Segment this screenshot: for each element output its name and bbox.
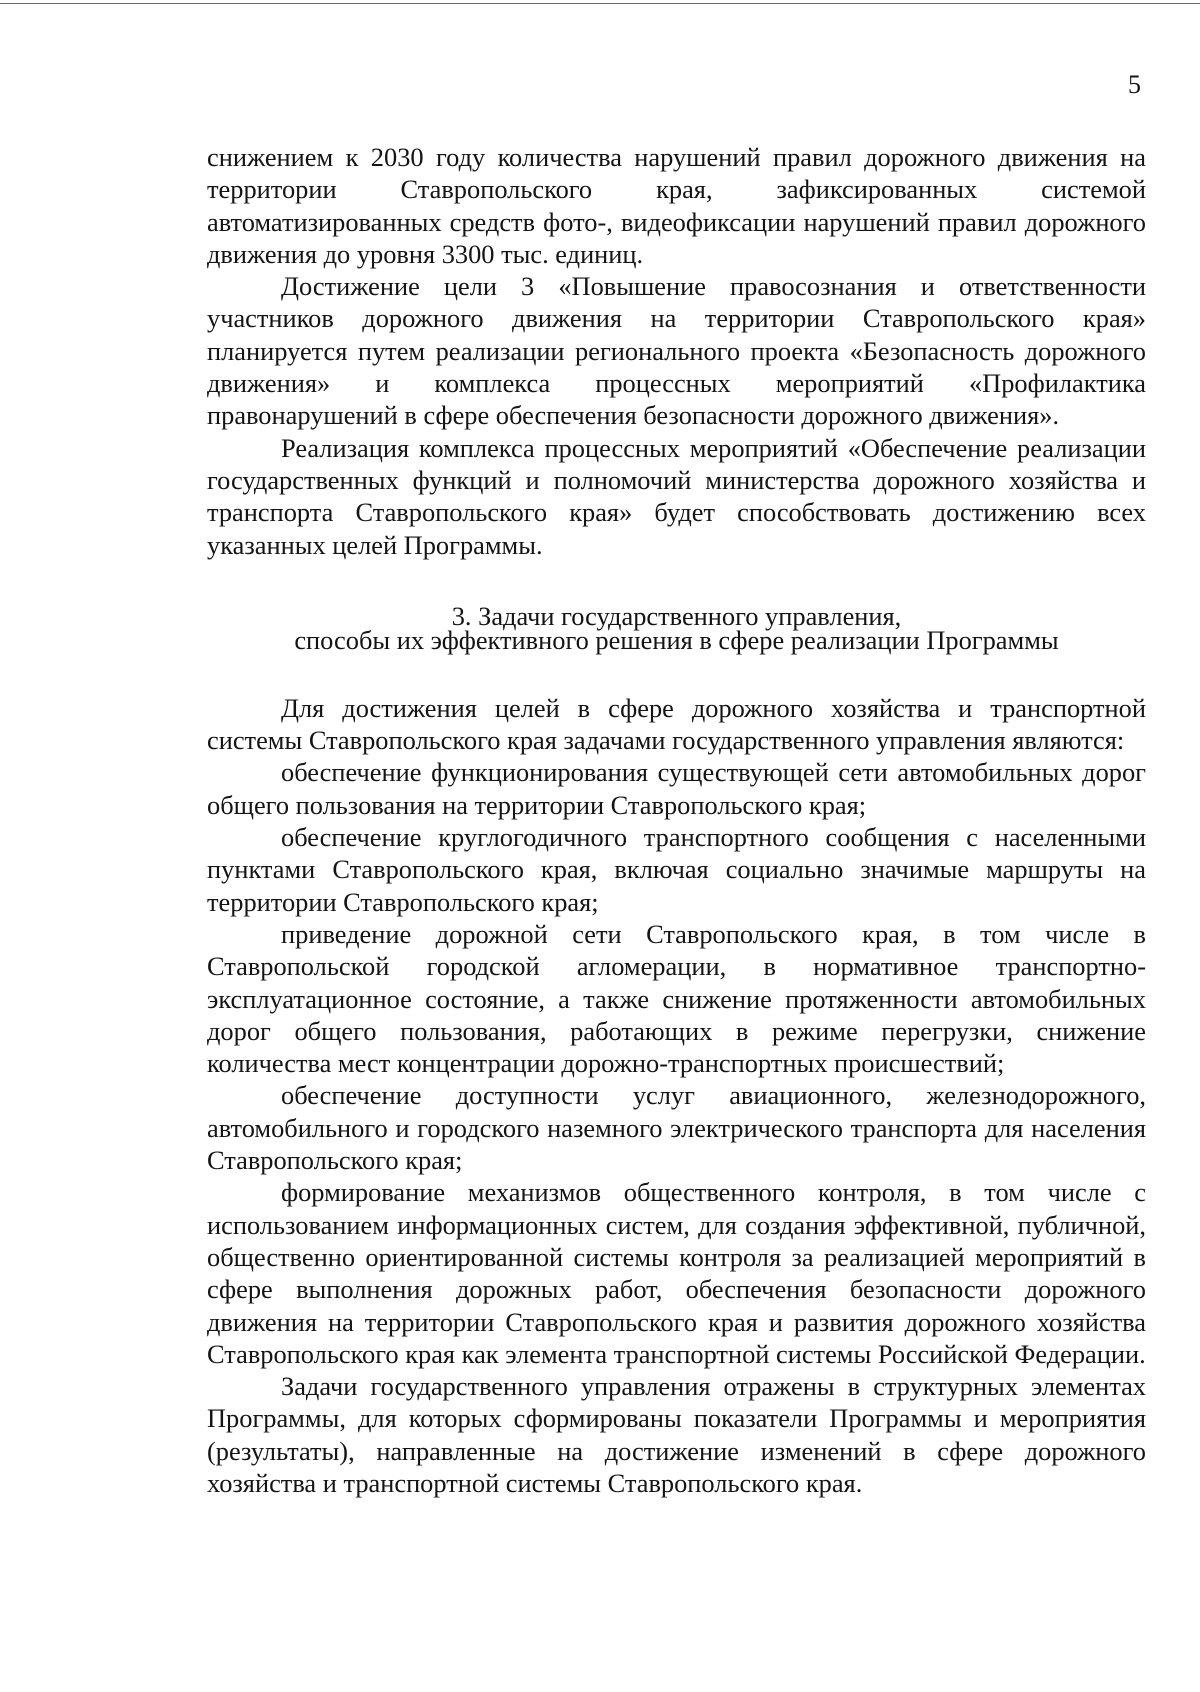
task-item-road-network: обеспечение функционирования существующей сети автомобильных дорог общего пользования на территории Ставропольского края;	[207, 757, 1146, 820]
task-item-year-round-transport: обеспечение круглогодичного транспортного сообщения с населенными пунктами Ставропольского края, включая социально значимые маршруты на территории Ставропольского края;	[207, 822, 1146, 917]
page-number: 5	[1128, 70, 1141, 99]
paragraph-process-complex: Реализация комплекса процессных мероприятий «Обеспечение реализации государственных функций и полномочий министерства дорожного хозяйства и транспорта Ставропольского края» будет способствовать достижению всех указанных целей Программы.	[207, 432, 1146, 560]
document-body	[207, 141, 1146, 1499]
task-item-road-condition: приведение дорожной сети Ставропольского края, в том числе в Ставропольской городской агломерации, в нормативное транспортно-эксплуатационное состояние, а также снижение протяженности автомобильных дорог общего пользования, работающих в режиме перегрузки, снижение количества мест концентрации дорожно-транспортных происшествий;	[207, 918, 1146, 1079]
section-3-heading-line-1: 3. Задачи государственного управления,	[451, 600, 902, 631]
task-item-transport-accessibility: обеспечение доступности услуг авиационного, железнодорожного, автомобильного и городского наземного электрического транспорта для населения Ставропольского края;	[207, 1080, 1146, 1176]
task-item-public-control: формирование механизмов общественного контроля, в том числе с использованием информационных систем, для создания эффективной, публичной, общественно ориентированной системы контроля за реализацией мероприятий в сфере выполнения дорожных работ, обеспечения безопасности дорожного движения на территории Ставропольского края и развития дорожного хозяйства Ставропольского края как элемента транспортной системы Российской Федерации.	[207, 1177, 1146, 1369]
paragraph-goal3: Достижение цели 3 «Повышение правосознания и ответственности участников дорожного движения на территории Ставропольского края» планируется путем реализации регионального проекта «Безопасность дорожного движения» и комплекса процессных мероприятий «Профилактика правонарушений в сфере обеспечения безопасности дорожного движения».	[207, 271, 1146, 431]
scan-top-edge-line	[0, 3, 1200, 4]
section-3-heading	[207, 600, 1146, 655]
paragraph-tasks-intro: Для достижения целей в сфере дорожного хозяйства и транспортной системы Ставропольского края задачами государственного управления являются:	[207, 692, 1146, 756]
section-3-heading-line-2: способы их эффективного решения в сфере реализации Программы	[294, 624, 1059, 655]
paragraph-goal2-continuation: снижением к 2030 году количества нарушений правил дорожного движения на территории Ставропольского края, зафиксированных системой автоматизированных средств фото-, видеофиксации нарушений правил дорожного движения до уровня 3300 тыс. единиц.	[207, 142, 1146, 269]
paragraph-tasks-summary: Задачи государственного управления отражены в структурных элементах Программы, для которых сформированы показатели Программы и мероприятия (результаты), направленные на достижение изменений в сфере дорожного хозяйства и транспортной системы Ставропольского края.	[207, 1371, 1146, 1498]
